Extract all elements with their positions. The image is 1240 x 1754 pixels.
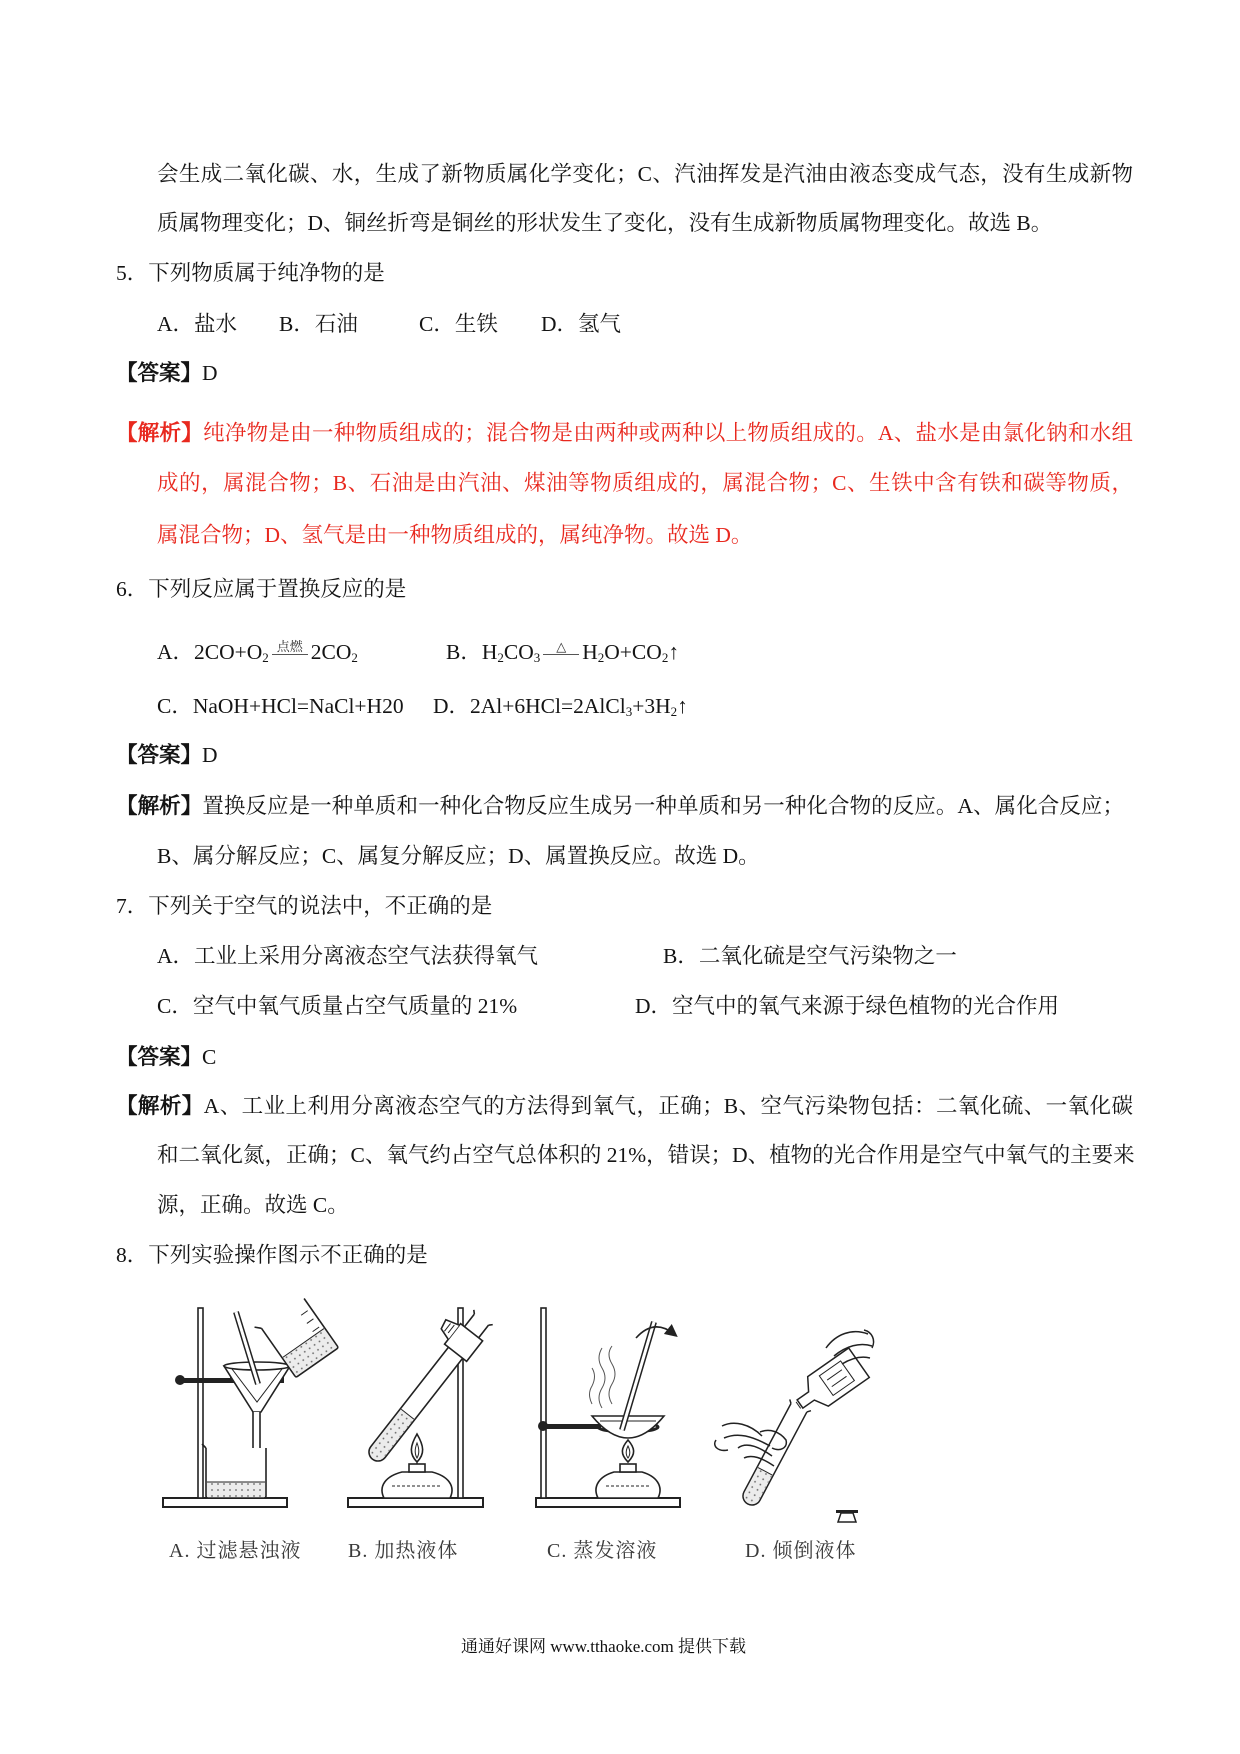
analysis-label: 【解析】 — [116, 794, 203, 818]
q6-option-d — [433, 692, 688, 720]
subscript: 2 — [262, 650, 269, 665]
q7-option-d: D．空气中的氧气来源于绿色植物的光合作用 — [635, 994, 1060, 1018]
reaction-condition-line — [272, 638, 308, 655]
subscript: 2 — [661, 650, 669, 665]
subscript: 2 — [351, 650, 358, 665]
q5-answer — [116, 359, 218, 387]
lab-operations-figure — [0, 1290, 1240, 1535]
q7-option-a: A．工业上采用分离液态空气法获得氧气 — [157, 944, 539, 968]
q7-answer — [116, 1043, 216, 1071]
products: 2CO — [310, 640, 352, 664]
q6-answer — [116, 741, 218, 769]
subscript: 3 — [533, 650, 541, 665]
figure-caption-a: A. 过滤悬浊液 — [169, 1540, 302, 1562]
q7-analysis-line-2: 和二氧化氮，正确；C、氧气约占空气总体积的 21%，错误；D、植物的光合作用是空气中氧气的主要来 — [157, 1143, 1135, 1167]
figure-caption-d: D. 倾倒液体 — [745, 1540, 857, 1562]
answer-label: 【答案】 — [116, 743, 203, 767]
q6-option-a — [157, 638, 358, 666]
reactant-part: CO — [503, 640, 534, 664]
q6-option-b — [446, 638, 679, 666]
product-part: O+CO — [604, 640, 662, 664]
equation-part: D．2Al+6HCl=2AlCl — [433, 694, 626, 718]
q7-analysis-line-1 — [116, 1092, 1133, 1120]
evaporating-solution-drawing — [536, 1308, 680, 1507]
heating-liquid-drawing — [348, 1300, 494, 1507]
q7-option-c: C．空气中氧气质量占空气质量的 21% — [157, 994, 518, 1018]
continuation-line-2: 质属物理变化；D、铜丝折弯是铜丝的形状发生了变化，没有生成新物质属物理变化。故选 B。 — [157, 211, 1053, 235]
q5-option-c: C．生铁 — [419, 312, 498, 336]
subscript: 3 — [625, 704, 633, 719]
reactants: A．2CO+O — [157, 640, 263, 664]
filtration-apparatus-drawing — [163, 1294, 339, 1507]
q6-stem: 6．下列反应属于置换反应的是 — [116, 577, 407, 601]
q6-analysis-line-1 — [116, 792, 1124, 820]
analysis-label: 【解析】 — [116, 421, 204, 445]
page-footer: 通通好课网 www.tthaoke.com 提供下载 — [461, 1637, 747, 1656]
answer-label: 【答案】 — [116, 361, 203, 385]
q5-analysis-line-1 — [116, 419, 1133, 447]
continuation-line-1: 会生成二氧化碳、水，生成了新物质属化学变化；C、汽油挥发是汽油由液态变成气态，没有生成新物 — [157, 162, 1133, 186]
analysis-text: A、工业上利用分离液态空气的方法得到氧气，正确；B、空气污染物包括：二氧化硫、一氧化碳 — [203, 1094, 1133, 1118]
gas-arrow: ↑ — [668, 640, 680, 664]
subscript: 2 — [670, 704, 678, 719]
figure-caption-c: C. 蒸发溶液 — [547, 1540, 658, 1562]
q5-option-a: A．盐水 — [157, 312, 238, 336]
q5-analysis-line-3: 属混合物；D、氢气是由一种物质组成的，属纯净物。故选 D。 — [157, 523, 753, 547]
answer-label: 【答案】 — [116, 1045, 203, 1069]
analysis-text: 纯净物是由一种物质组成的；混合物是由两种或两种以上物质组成的。A、盐水是由氯化钠和水组 — [203, 421, 1133, 445]
q6-option-c: C．NaOH+HCl=NaCl+H20 — [157, 694, 404, 718]
q5-option-b: B．石油 — [279, 312, 358, 336]
reaction-condition-label: 点燃 — [276, 638, 303, 654]
reaction-condition-line — [543, 638, 579, 655]
reactant-part: B．H — [446, 640, 498, 664]
q7-analysis-line-3: 源，正确。故选 C。 — [157, 1193, 349, 1217]
equation-part: +3H — [632, 694, 671, 718]
reaction-condition-label: △ — [556, 638, 567, 654]
analysis-text: 置换反应是一种单质和一种化合物反应生成另一种单质和另一种化合物的反应。A、属化合反应； — [202, 794, 1124, 818]
answer-value: D — [202, 743, 218, 767]
product-part: H — [582, 640, 598, 664]
subscript: 2 — [497, 650, 504, 665]
figure-caption-b: B. 加热液体 — [348, 1540, 459, 1562]
q5-analysis-line-2: 成的，属混合物；B、石油是由汽油、煤油等物质组成的，属混合物；C、生铁中含有铁和碳等物质， — [157, 471, 1133, 495]
subscript: 2 — [597, 650, 605, 665]
pouring-liquid-drawing — [715, 1330, 874, 1522]
analysis-label: 【解析】 — [116, 1094, 204, 1118]
q7-option-b: B．二氧化硫是空气污染物之一 — [663, 944, 957, 968]
q5-stem: 5．下列物质属于纯净物的是 — [116, 261, 385, 285]
q8-stem: 8．下列实验操作图示不正确的是 — [116, 1243, 428, 1267]
q5-option-d: D．氢气 — [541, 312, 622, 336]
gas-arrow: ↑ — [677, 694, 688, 718]
answer-value: D — [202, 361, 218, 385]
q6-analysis-line-2: B、属分解反应；C、属复分解反应；D、属置换反应。故选 D。 — [157, 844, 760, 868]
answer-value: C — [202, 1045, 217, 1069]
q7-stem: 7．下列关于空气的说法中，不正确的是 — [116, 894, 493, 918]
